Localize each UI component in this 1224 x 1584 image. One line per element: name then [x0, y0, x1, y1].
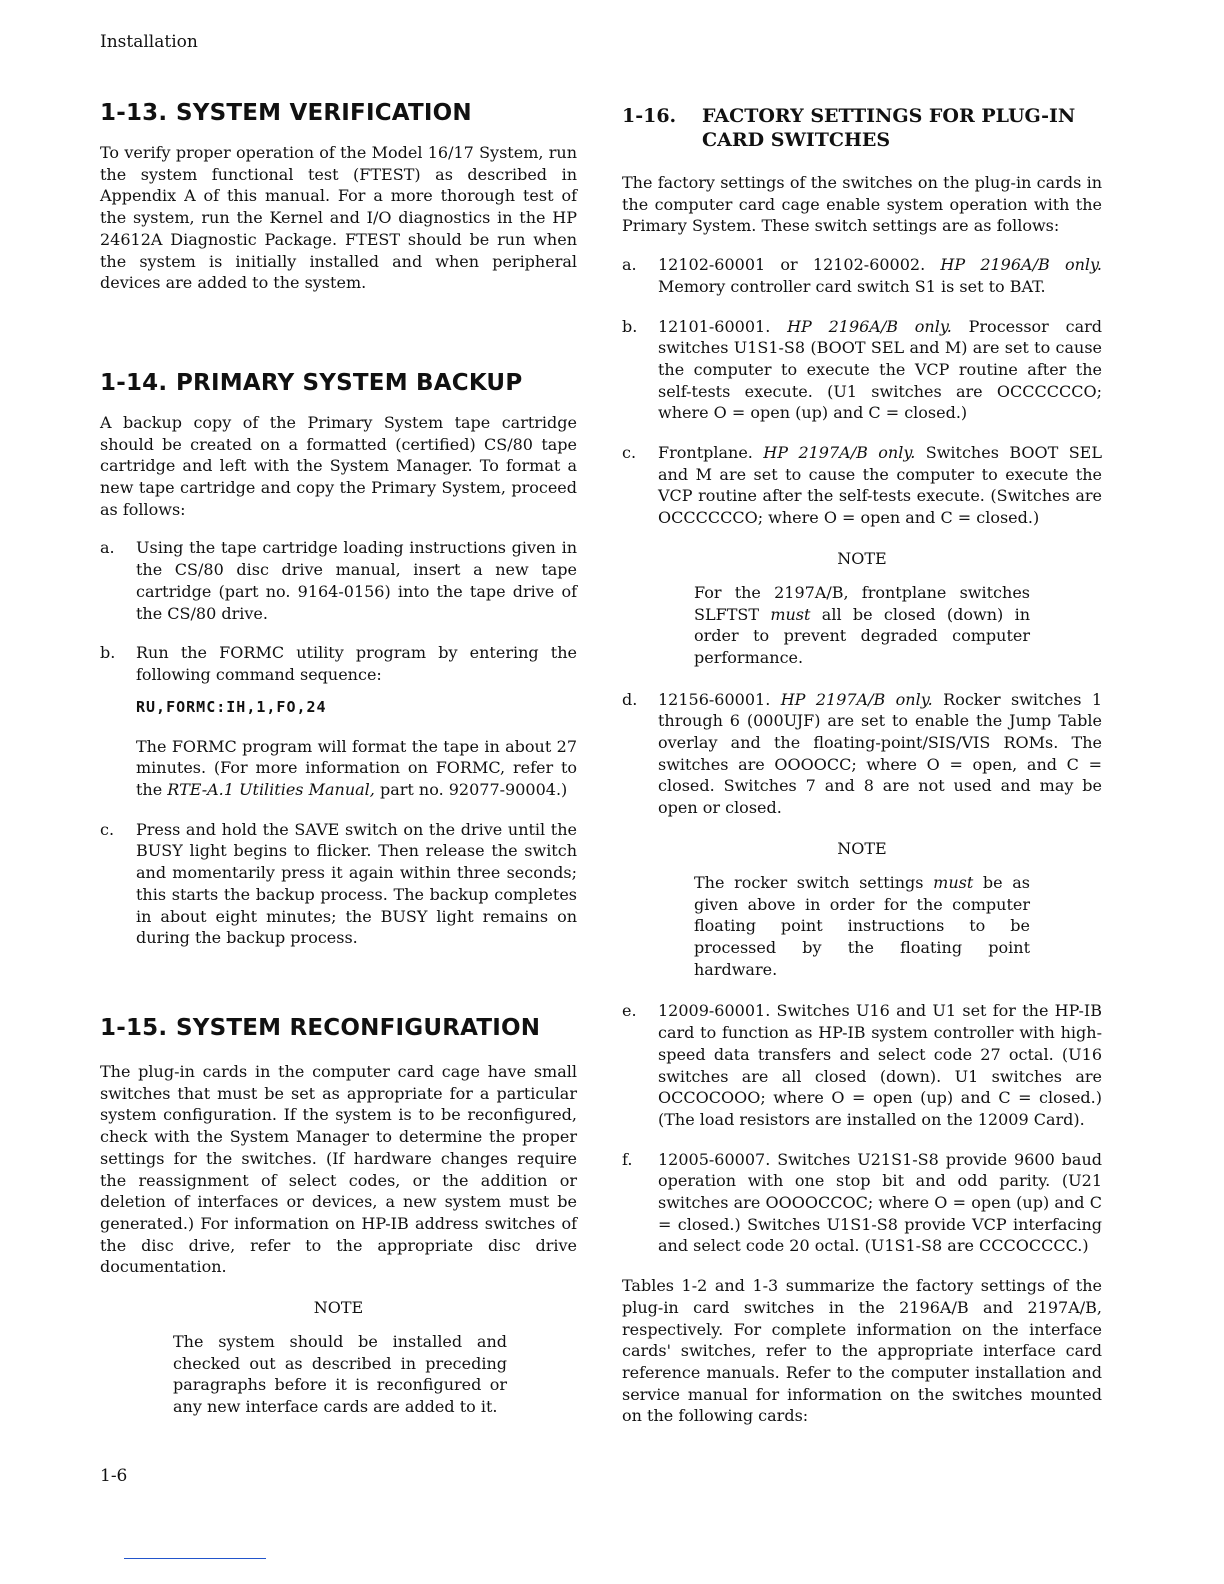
item-label: c. [622, 443, 637, 463]
note-text-post: be as given above in order for the computer floating point instructions to be processed by the floating point hardware. [694, 872, 1030, 979]
item-text [658, 689, 1102, 819]
note-emphasis: must [770, 604, 811, 624]
formc-text-post: part no. 92077-90004.) [374, 780, 568, 800]
note-text-pre: For the 2197A/B, frontplane switches SLFTST [694, 582, 1030, 624]
section-number: 1-14. [100, 369, 168, 396]
list-item-c [622, 442, 1102, 529]
item-text: 12009-60001. Switches U16 and U1 set for the HP-IB card to function as HP-IB system controller with high-speed data transfers and select code 27 octal. (U16 switches are all closed (down). U1 switches are OCCOCOOO; where O = open (up) and C = closed.) (The load resistors are installed on the 12009 Card). [658, 1001, 1102, 1129]
item-label: b. [622, 316, 638, 336]
manual-title: RTE-A.1 Utilities Manual, [167, 780, 375, 800]
item-part-number: Frontplane. [658, 443, 764, 463]
section-title: SYSTEM VERIFICATION [176, 100, 472, 126]
section-title: PRIMARY SYSTEM BACKUP [176, 369, 523, 396]
item-text [658, 316, 1102, 425]
note-heading: NOTE [837, 548, 887, 568]
note-heading: NOTE [837, 838, 887, 858]
section-1-15-body: The plug-in cards in the computer card cage have small switches that must be set as appropriate for a particular system configuration. If the system is to be reconfigured, check with the System Manager to determine the proper settings for the switches. (If hardware changes require the reassignment of select codes, or the addition or deletion of interfaces or devices, a new system must be generated.) For information on HP-IB address switches of the disc drive, refer to the appropriate disc drive documentation. [100, 1061, 577, 1277]
list-item-e [622, 1000, 1102, 1130]
item-description: Rocker switches 1 through 6 (000UJF) are set to enable the Jump Table overlay and the floating-point/SIS/VIS ROMs. The switches are OOOOCC; where O = open, and C = closed. Switches 7 and 8 are not used and may be open or closed. [658, 689, 1103, 818]
item-text [658, 442, 1102, 529]
note-body: The system should be installed and checked out as described in preceding paragraphs before it is reconfigured or any new interface cards are added to it. [173, 1332, 507, 1417]
list-item-a [622, 254, 1102, 297]
note-text-pre: The rocker switch settings [694, 872, 934, 892]
list-item-a [100, 537, 577, 624]
formc-paragraph [136, 736, 577, 801]
section-1-14-heading [100, 370, 577, 396]
section-number: 1-16. [622, 105, 677, 127]
left-column [100, 100, 577, 1418]
model-qualifier: HP 2197A/B only. [763, 443, 916, 463]
command-sequence: RU,FORMC:IH,1,FO,24 [136, 697, 327, 716]
right-column [622, 100, 1102, 1427]
section-title: SYSTEM RECONFIGURATION [176, 1014, 541, 1041]
section-1-13-body: To verify proper operation of the Model 16/17 System, run the system functional test (FTEST) as described in Appendix A of this manual. For a more thorough test of the system, run the Kernel and I/O diagnostics in the HP 24612A Diagnostic Package. FTEST should be run when the system is initially installed and when peripheral devices are added to the system. [100, 143, 577, 293]
section-1-14-body: A backup copy of the Primary System tape cartridge should be created on a formatted (certified) CS/80 tape cartridge and left with the System Manager. To format a new tape cartridge and copy the Primary System, proceed as follows: [100, 412, 577, 519]
section-1-16-heading [622, 104, 1102, 152]
item-label: b. [100, 643, 116, 663]
item-label: f. [622, 1149, 633, 1169]
item-label: a. [622, 255, 637, 275]
note-text-post: all be closed (down) in order to prevent degraded computer performance. [694, 604, 1031, 667]
section-1-13-heading [100, 100, 577, 126]
section-number: 1-13. [100, 100, 168, 126]
note-emphasis: must [933, 872, 974, 892]
item-description: Switches BOOT SEL and M are set to cause the computer to execute the VCP routine after the self-tests execute. (Switches are OCCCCCCO; where O = open and C = closed.) [658, 443, 1102, 528]
item-description: Memory controller card switch S1 is set to BAT. [658, 276, 1046, 296]
item-text: Press and hold the SAVE switch on the drive until the BUSY light begins to flicker. Then release the switch and momentarily press it again within three seconds; this starts the backup process. The backup completes in about eight minutes; the BUSY light remains on during the backup process. [136, 819, 577, 948]
item-label: a. [100, 538, 115, 558]
formc-text-pre: The FORMC program will format the tape in about 27 minutes. (For more information on FORMC, refer to the [136, 736, 577, 800]
item-description: Processor card switches U1S1-S8 (BOOT SEL and M) are set to cause the computer to execute the VCP routine after the self-tests execute. (U1 switches are OCCCCCCO; where O = open (up) and C = closed.) [658, 316, 1103, 423]
closing-paragraph: Tables 1-2 and 1-3 summarize the factory settings of the plug-in card switches in the 2196A/B and 2197A/B, respectively. For complete information on the interface cards' switches, refer to the appropriate interface card reference manuals. Refer to the computer installation and service manual for information on the switches mounted on the following cards: [622, 1276, 1102, 1426]
item-label: e. [622, 1001, 637, 1021]
item-part-number: 12156-60001. [658, 689, 781, 709]
item-text: 12005-60007. Switches U21S1-S8 provide 9600 baud operation with one stop bit and odd parity. (U21 switches are OOOOCCOC; where O = open (up) and C = closed.) Switches U1S1-S8 provide VCP interfacing and select code 20 octal. (U1S1-S8 are CCCOCCCC.) [658, 1149, 1102, 1256]
list-item-b [100, 642, 577, 801]
item-part-number: 12102-60001 or 12102-60002. [658, 255, 941, 275]
note-body [622, 872, 1102, 981]
item-label: c. [100, 819, 115, 839]
section-number: 1-15. [100, 1014, 168, 1041]
item-text: Run the FORMC utility program by entering the following command sequence: [136, 643, 577, 684]
section-1-15-heading [100, 1015, 577, 1041]
list-item-c [100, 819, 577, 949]
list-item-d [622, 689, 1102, 819]
note-body [622, 582, 1102, 669]
item-text [658, 254, 1102, 297]
running-head: Installation [100, 32, 198, 52]
bottom-rule [124, 1558, 266, 1559]
note-heading: NOTE [313, 1298, 364, 1318]
list-item-f [622, 1149, 1102, 1258]
section-1-16-body: The factory settings of the switches on the plug-in cards in the computer card cage enable system operation with the Primary System. These switch settings are as follows: [622, 173, 1102, 236]
model-qualifier: HP 2196A/B only. [787, 316, 952, 336]
section-title: FACTORY SETTINGS FOR PLUG-IN CARD SWITCHES [702, 105, 1076, 151]
page-number: 1-6 [100, 1466, 128, 1486]
list-item-b [622, 316, 1102, 425]
item-part-number: 12101-60001. [658, 316, 788, 336]
model-qualifier: HP 2197A/B only. [780, 689, 933, 709]
item-text: Using the tape cartridge loading instructions given in the CS/80 disc drive manual, insert a new tape cartridge (part no. 9164-0156) into the tape drive of the CS/80 drive. [136, 538, 577, 623]
model-qualifier: HP 2196A/B only. [940, 255, 1102, 275]
item-label: d. [622, 689, 638, 709]
